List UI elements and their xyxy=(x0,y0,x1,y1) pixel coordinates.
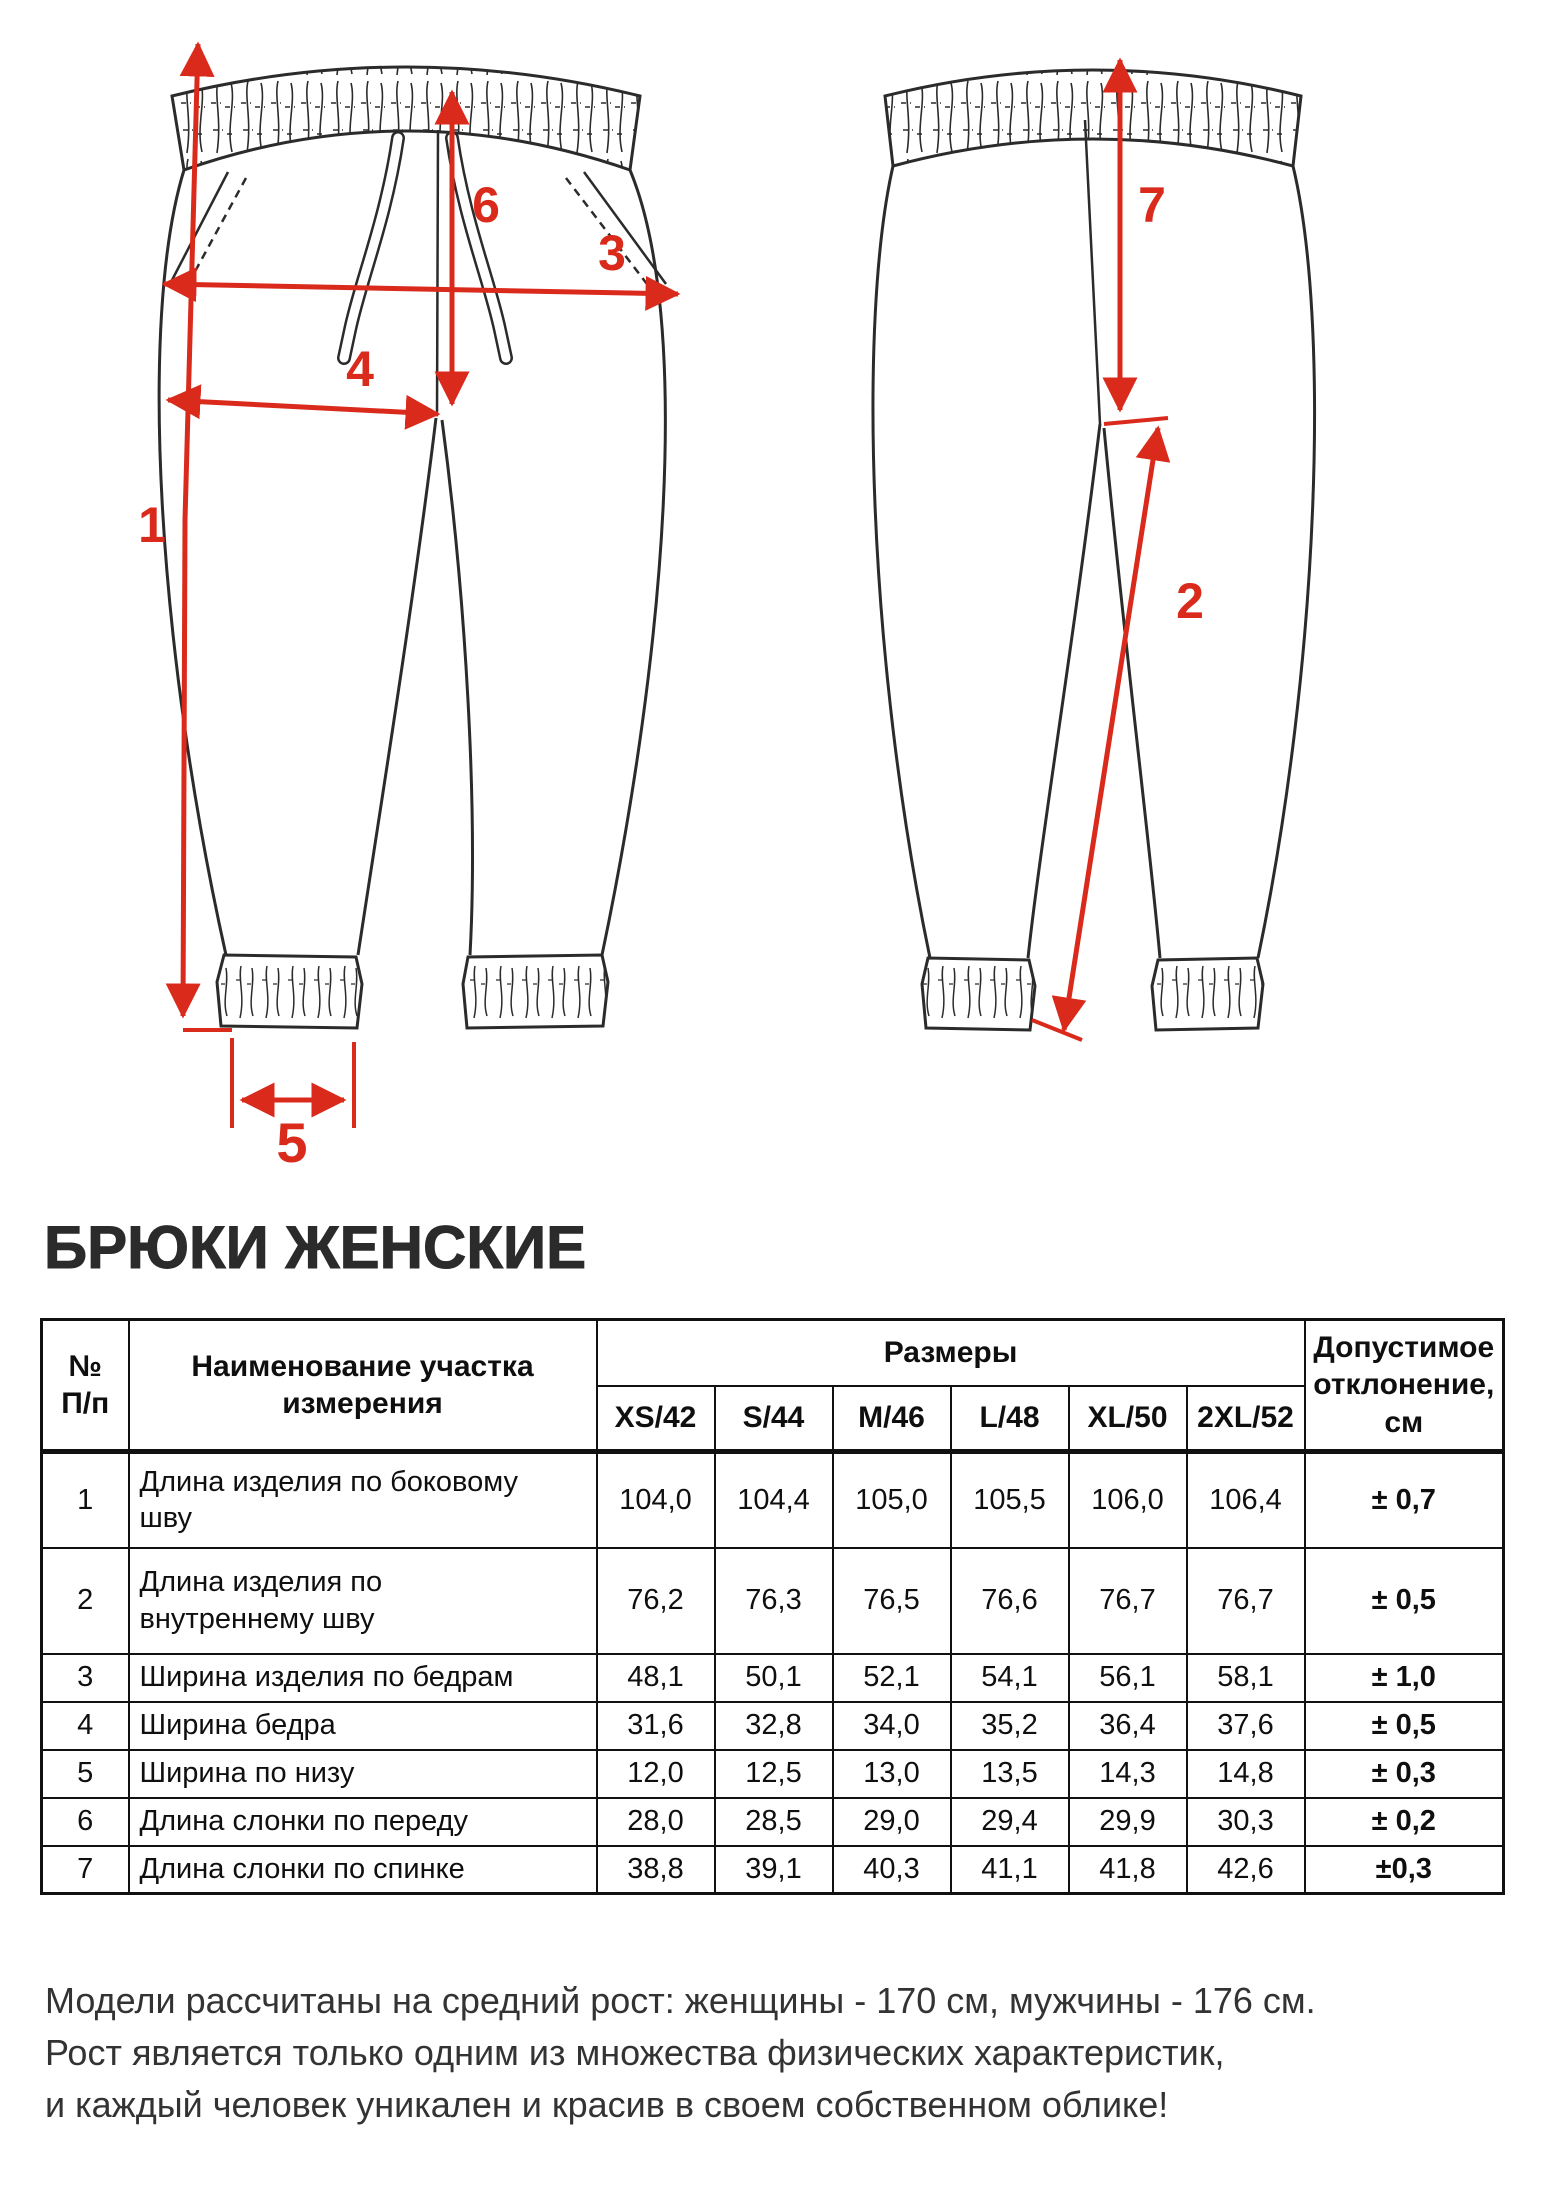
cell-value: 106,4 xyxy=(1187,1452,1305,1548)
cell-no: 5 xyxy=(42,1750,129,1798)
footer-line-2: Рост является только одним из множества физических характеристик, xyxy=(45,2032,1225,2074)
column-header-sizes: Размеры xyxy=(597,1320,1305,1386)
cell-name xyxy=(129,1846,597,1894)
cell-no: 4 xyxy=(42,1702,129,1750)
column-header-measurement-name xyxy=(129,1320,597,1452)
cell-tolerance: ± 0,7 xyxy=(1305,1452,1504,1548)
cell-value: 29,0 xyxy=(833,1798,951,1846)
cell-value: 30,3 xyxy=(1187,1798,1305,1846)
cell-value: 37,6 xyxy=(1187,1702,1305,1750)
column-header-tolerance xyxy=(1305,1320,1504,1452)
table-row xyxy=(42,1846,1504,1894)
cell-value: 104,4 xyxy=(715,1452,833,1548)
back-left-cuff xyxy=(922,958,1035,1030)
pants-back-view xyxy=(873,70,1315,1030)
cell-value: 35,2 xyxy=(951,1702,1069,1750)
dimension-arrow-2 xyxy=(1032,418,1168,1040)
measurement-name: Ширина бедра xyxy=(139,1709,336,1742)
cell-value: 31,6 xyxy=(597,1702,715,1750)
cell-tolerance: ± 0,2 xyxy=(1305,1798,1504,1846)
size-header-xs: XS/42 xyxy=(597,1386,715,1452)
measurement-name: Длина изделия по боковому шву xyxy=(139,1466,519,1535)
cell-value: 39,1 xyxy=(715,1846,833,1894)
cell-value: 12,0 xyxy=(597,1750,715,1798)
cell-no: 3 xyxy=(42,1654,129,1702)
cell-tolerance: ± 0,3 xyxy=(1305,1750,1504,1798)
cell-value: 13,0 xyxy=(833,1750,951,1798)
cell-value: 14,3 xyxy=(1069,1750,1187,1798)
table-row xyxy=(42,1452,1504,1548)
cell-value: 105,5 xyxy=(951,1452,1069,1548)
cell-no: 1 xyxy=(42,1452,129,1548)
cell-value: 41,1 xyxy=(951,1846,1069,1894)
measurement-name: Длина изделия по внутреннему шву xyxy=(139,1566,383,1635)
dimension-arrow-4 xyxy=(168,400,438,414)
size-header-s: S/44 xyxy=(715,1386,833,1452)
size-header-l: L/48 xyxy=(951,1386,1069,1452)
cell-value: 52,1 xyxy=(833,1654,951,1702)
table-row xyxy=(42,1548,1504,1654)
back-right-cuff xyxy=(1152,958,1263,1030)
cell-value: 56,1 xyxy=(1069,1654,1187,1702)
cell-name xyxy=(129,1452,597,1548)
cell-value: 106,0 xyxy=(1069,1452,1187,1548)
cell-name xyxy=(129,1798,597,1846)
front-right-cuff xyxy=(463,955,608,1028)
footer-line-1: Модели рассчитаны на средний рост: женщины - 170 см, мужчины - 176 см. xyxy=(45,1980,1316,2021)
cell-value: 12,5 xyxy=(715,1750,833,1798)
cell-name xyxy=(129,1702,597,1750)
cell-name xyxy=(129,1654,597,1702)
footer-note xyxy=(45,1975,1515,2132)
table-row xyxy=(42,1702,1504,1750)
size-header-m: M/46 xyxy=(833,1386,951,1452)
cell-value: 38,8 xyxy=(597,1846,715,1894)
cell-value: 48,1 xyxy=(597,1654,715,1702)
cell-tolerance: ± 0,5 xyxy=(1305,1702,1504,1750)
cell-value: 105,0 xyxy=(833,1452,951,1548)
footer-line-3: и каждый человек уникален и красив в своем собственном облике! xyxy=(45,2084,1169,2126)
cell-no: 7 xyxy=(42,1846,129,1894)
dimension-label-4: 4 xyxy=(346,341,374,397)
dimension-label-7: 7 xyxy=(1138,177,1166,233)
cell-value: 13,5 xyxy=(951,1750,1069,1798)
table-row xyxy=(42,1654,1504,1702)
cell-value: 14,8 xyxy=(1187,1750,1305,1798)
page-title: БРЮКИ ЖЕНСКИЕ xyxy=(44,1214,587,1281)
size-table xyxy=(40,1318,1505,1895)
column-header-number xyxy=(42,1320,129,1452)
column-header-name-line1: Наименование участка xyxy=(191,1349,534,1383)
cell-value: 76,7 xyxy=(1069,1548,1187,1654)
front-waistband xyxy=(172,67,640,170)
cell-value: 58,1 xyxy=(1187,1654,1305,1702)
column-header-number-line2: П/п xyxy=(61,1387,110,1420)
cell-value: 29,9 xyxy=(1069,1798,1187,1846)
cell-value: 34,0 xyxy=(833,1702,951,1750)
cell-value: 29,4 xyxy=(951,1798,1069,1846)
cell-value: 76,2 xyxy=(597,1548,715,1654)
cell-value: 32,8 xyxy=(715,1702,833,1750)
cell-value: 76,3 xyxy=(715,1548,833,1654)
cell-name xyxy=(129,1750,597,1798)
pants-front-view xyxy=(159,67,666,1028)
dimension-arrow-1 xyxy=(183,44,232,1030)
cell-value: 28,0 xyxy=(597,1798,715,1846)
cell-value: 36,4 xyxy=(1069,1702,1187,1750)
back-waistband xyxy=(885,70,1301,166)
cell-value: 50,1 xyxy=(715,1654,833,1702)
measurement-name: Ширина изделия по бедрам xyxy=(139,1661,514,1694)
cell-value: 76,6 xyxy=(951,1548,1069,1654)
dimension-label-2: 2 xyxy=(1176,573,1204,629)
cell-value: 76,5 xyxy=(833,1548,951,1654)
table-row xyxy=(42,1798,1504,1846)
table-row xyxy=(42,1750,1504,1798)
cell-no: 2 xyxy=(42,1548,129,1654)
cell-value: 76,7 xyxy=(1187,1548,1305,1654)
cell-value: 28,5 xyxy=(715,1798,833,1846)
cell-tolerance: ± 0,5 xyxy=(1305,1548,1504,1654)
dimension-arrow-3 xyxy=(164,284,678,294)
dimension-label-5: 5 xyxy=(276,1111,308,1174)
dimension-label-6: 6 xyxy=(472,177,500,233)
measurement-name: Длина слонки по переду xyxy=(139,1805,469,1838)
measurement-name: Длина слонки по спинке xyxy=(139,1853,465,1886)
cell-tolerance: ±0,3 xyxy=(1305,1846,1504,1894)
cell-tolerance: ± 1,0 xyxy=(1305,1654,1504,1702)
cell-no: 6 xyxy=(42,1798,129,1846)
column-header-number-line1: № xyxy=(68,1349,102,1383)
column-header-tolerance-line2: отклонение, см xyxy=(1313,1368,1495,1439)
cell-name xyxy=(129,1548,597,1654)
cell-value: 40,3 xyxy=(833,1846,951,1894)
column-header-tolerance-line1: Допустимое xyxy=(1313,1330,1495,1364)
dimension-label-1: 1 xyxy=(138,497,166,553)
size-header-2xl: 2XL/52 xyxy=(1187,1386,1305,1452)
cell-value: 54,1 xyxy=(951,1654,1069,1702)
cell-value: 104,0 xyxy=(597,1452,715,1548)
drawstring xyxy=(344,138,506,358)
front-left-cuff xyxy=(217,955,362,1028)
column-header-name-line2: измерения xyxy=(282,1387,443,1420)
cell-value: 41,8 xyxy=(1069,1846,1187,1894)
measurement-name: Ширина по низу xyxy=(139,1757,355,1790)
dimension-label-3: 3 xyxy=(598,225,626,281)
size-header-xl: XL/50 xyxy=(1069,1386,1187,1452)
cell-value: 42,6 xyxy=(1187,1846,1305,1894)
